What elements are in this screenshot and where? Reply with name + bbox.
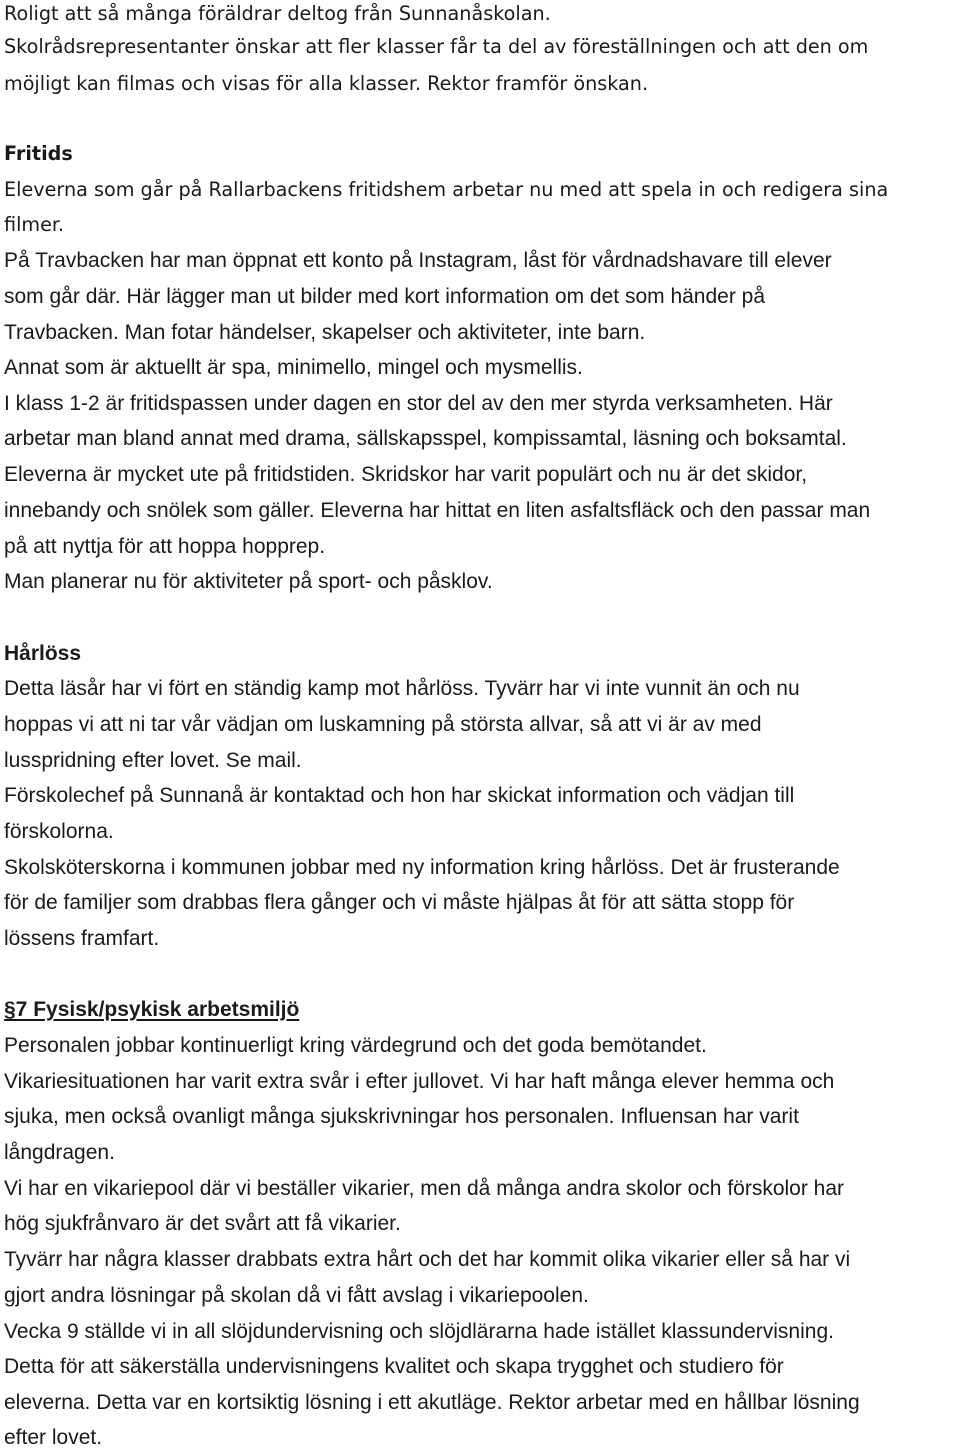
text-line: Skolsköterskorna i kommunen jobbar med ny information kring hårlöss. Det är frusterande [4,856,840,879]
text-line: arbetar man bland annat med drama, sällskapsspel, kompissamtal, läsning och boksamtal. [4,427,847,450]
text-line: Eleverna som går på Rallarbackens fritidshem arbetar nu med att spela in och redigera sina [4,178,889,201]
text-line: eleverna. Detta var en kortsiktig lösning i ett akutläge. Rektor arbetar med en hållbar lösning [4,1391,860,1414]
text-line: Roligt att så många föräldrar deltog från Sunnanåskolan. [4,2,551,25]
section-heading-fritids: Fritids [4,142,73,165]
text-line: Personalen jobbar kontinuerligt kring värdegrund och det goda bemötandet. [4,1034,707,1057]
section-heading-harloss: Hårlöss [4,642,82,665]
text-line: hög sjukfrånvaro är det svårt att få vikarier. [4,1212,401,1235]
text-line: på att nyttja för att hoppa hopprep. [4,535,326,558]
text-line: möjligt kan filmas och visas för alla klasser. Rektor framför önskan. [4,72,649,95]
text-line: Skolrådsrepresentanter önskar att fler klasser får ta del av föreställningen och att den om [4,35,869,58]
text-line: innebandy och snölek som gäller. Eleverna har hittat en liten asfaltsfläck och den passar man [4,499,871,522]
text-line: förskolorna. [4,820,114,843]
text-line: Förskolechef på Sunnanå är kontaktad och hon har skickat information och vädjan till [4,784,795,807]
text-line: I klass 1-2 är fritidspassen under dagen en stor del av den mer styrda verksamheten. Här [4,392,833,415]
text-line: Detta för att säkerställa undervisningens kvalitet och skapa trygghet och studiero för [4,1355,784,1378]
text-line: Eleverna är mycket ute på fritidstiden. Skridskor har varit populärt och nu är det skidor, [4,463,808,486]
text-line: Vecka 9 ställde vi in all slöjdundervisning och slöjdlärarna hade istället klassundervisning. [4,1320,834,1343]
text-line: Tyvärr har några klasser drabbats extra hårt och det har kommit olika vikarier eller så har vi [4,1248,851,1271]
text-line: för de familjer som drabbas flera gånger och vi måste hjälpas åt för att sätta stopp för [4,891,795,914]
text-line: På Travbacken har man öppnat ett konto på Instagram, låst för vårdnadshavare till elever [4,249,832,272]
text-line: Travbacken. Man fotar händelser, skapelser och aktiviteter, inte barn. [4,321,646,344]
text-line: Annat som är aktuellt är spa, minimello, mingel och mysmellis. [4,356,583,379]
text-line: efter lovet. [4,1426,103,1449]
text-line: Man planerar nu för aktiviteter på sport- och påsklov. [4,570,493,593]
text-line: lössens framfart. [4,927,160,950]
section-heading-arbetsmiljo: §7 Fysisk/psykisk arbetsmiljö [4,998,300,1021]
text-line: gjort andra lösningar på skolan då vi fått avslag i vikariepoolen. [4,1284,589,1307]
text-line: Vikariesituationen har varit extra svår i efter jullovet. Vi har haft många elever hemma och [4,1070,835,1093]
text-line: hoppas vi att ni tar vår vädjan om luskamning på största allvar, så att vi är av med [4,713,762,736]
text-line: sjuka, men också ovanligt många sjukskrivningar hos personalen. Influensan har varit [4,1105,799,1128]
text-line: filmer. [4,213,65,236]
text-line: Detta läsår har vi fört en ständig kamp mot hårlöss. Tyvärr har vi inte vunnit än och nu [4,677,800,700]
text-line: Vi har en vikariepool där vi beställer vikarier, men då många andra skolor och förskolor har [4,1177,845,1200]
text-line: lusspridning efter lovet. Se mail. [4,749,302,772]
text-line: långdragen. [4,1141,115,1164]
text-line: som går där. Här lägger man ut bilder med kort information om det som händer på [4,285,766,308]
